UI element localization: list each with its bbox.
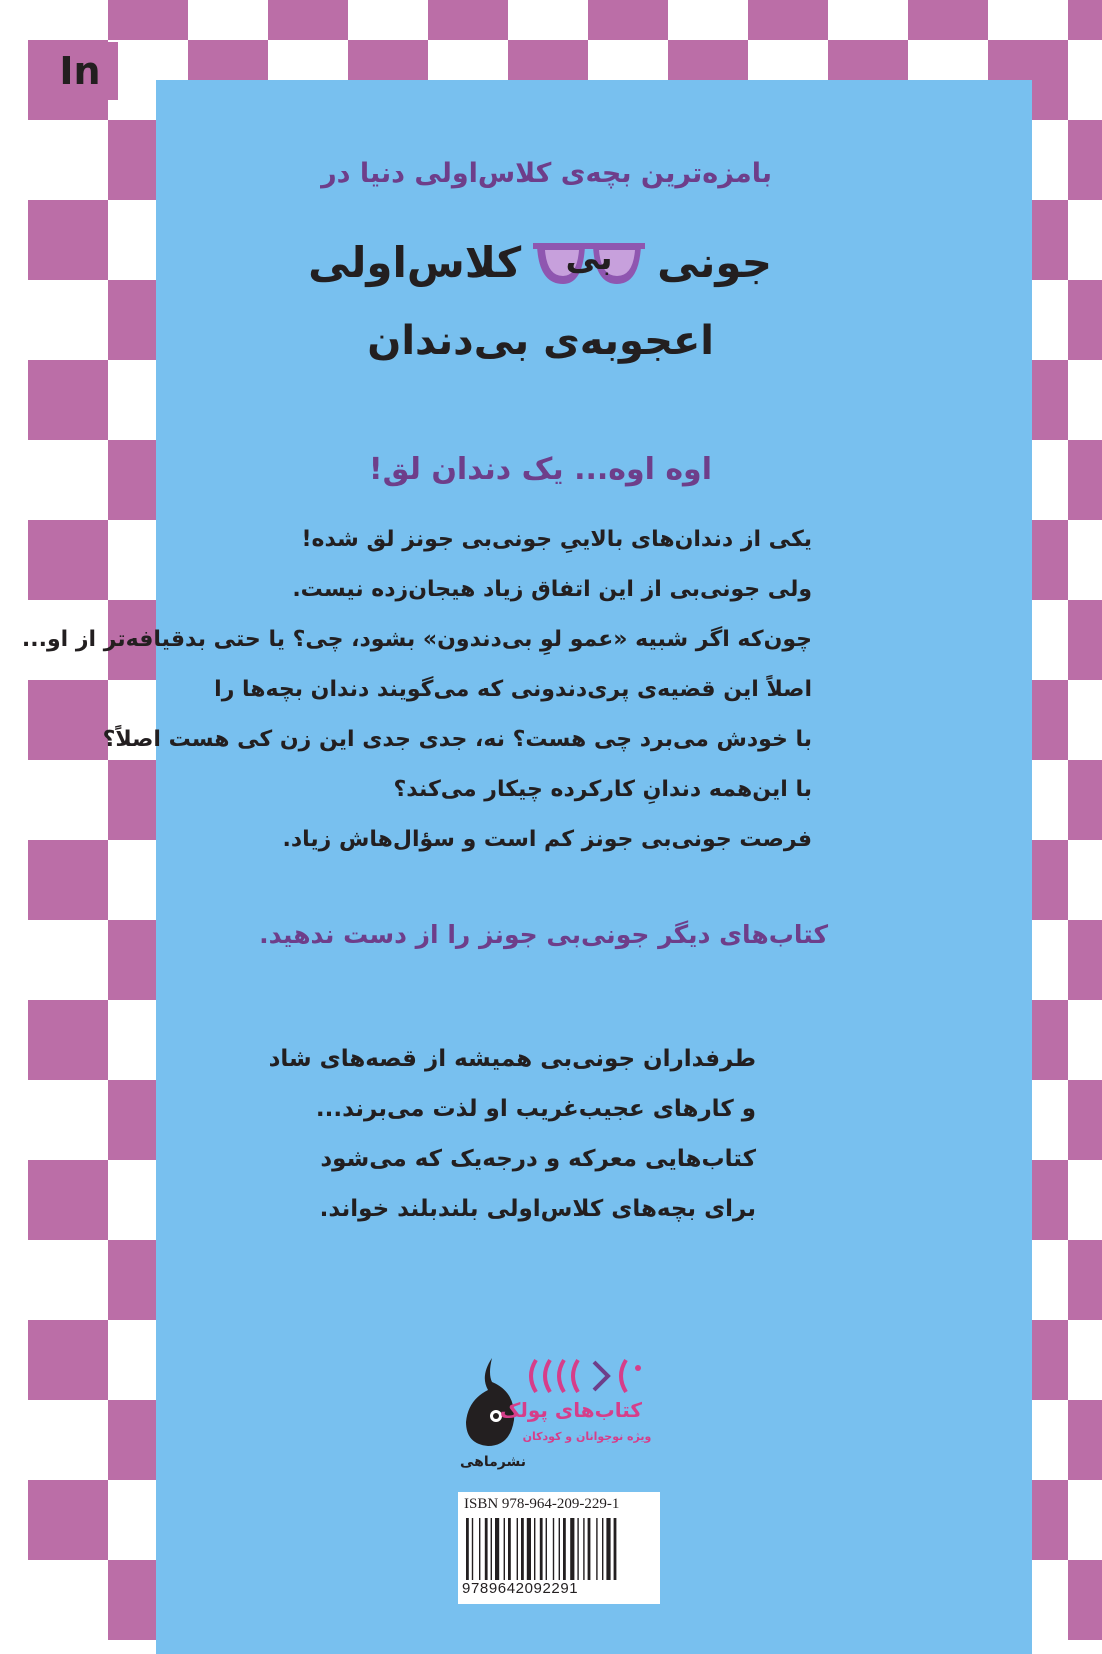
pulak-logo-icon (499, 1354, 662, 1474)
blurb-line: چون‌که اگر شبیه «عمو لوِ بی‌دندون» بشود، چی؟ یا حتی بدقیافه‌تر از او... (21, 627, 812, 652)
barcode-bar (508, 1518, 511, 1580)
checker-square (1068, 920, 1102, 1000)
blurb-line: با این‌همه دندانِ کارکرده چیکار می‌کند؟ (393, 777, 812, 802)
checker-square (748, 0, 828, 40)
checker-square (908, 0, 988, 40)
checker-square (1068, 600, 1102, 680)
fans-line: و کارهای عجیب‌غریب او لذت می‌برند... (315, 1096, 756, 1122)
blurb-paragraph (22, 515, 812, 865)
checker-square (28, 200, 108, 280)
barcode-bar (583, 1518, 584, 1580)
barcode-bar (570, 1518, 574, 1580)
book-title-line2: اعجوبه‌ی بی‌دندان (367, 318, 714, 364)
barcode-bar (534, 1518, 535, 1580)
publisher-logos (458, 1354, 662, 1479)
title-word-bi: بی (565, 238, 613, 278)
barcode-bar (521, 1518, 524, 1580)
title-word-juni: جونی (657, 237, 772, 287)
barcode-bar (614, 1518, 617, 1580)
checker-square (1068, 760, 1102, 840)
checker-square (28, 1160, 108, 1240)
barcode-bar (479, 1518, 480, 1580)
checker-square (108, 0, 188, 40)
checker-square (1068, 0, 1102, 40)
checker-square (28, 1000, 108, 1080)
barcode-bar (517, 1518, 518, 1580)
headline: بامزه‌ترین بچه‌ی کلاس‌اولی دنیا در (321, 158, 772, 189)
checker-square (28, 1480, 108, 1560)
title-word-class: کلاس‌اولی (308, 237, 522, 287)
book-title-line1 (308, 232, 772, 292)
barcode-bar (553, 1518, 554, 1580)
blurb-line: ولی جونی‌بی از این اتفاق زیاد هیجان‌زده نیست. (292, 577, 812, 602)
checker-square (1068, 440, 1102, 520)
barcode-bar (563, 1518, 566, 1580)
barcode-bar (472, 1518, 473, 1580)
checker-square (588, 0, 668, 40)
checker-square (1068, 120, 1102, 200)
checker-square (1068, 1400, 1102, 1480)
checker-square (1068, 1080, 1102, 1160)
checker-square (1068, 1560, 1102, 1640)
mahi-label: نشرماهی (460, 1454, 527, 1470)
isbn-label: ISBN 978-964-209-229-1 (464, 1496, 620, 1512)
barcode-bar (466, 1518, 469, 1580)
checker-square (1068, 1240, 1102, 1320)
blurb-line: اصلاً این قضیه‌ی پری‌دندونی که می‌گویند دندان بچه‌ها را (214, 677, 812, 702)
series-badge: In (42, 42, 118, 100)
checker-square (28, 360, 108, 440)
other-books-notice: کتاب‌های دیگر جونی‌بی جونز را از دست ندهید. (259, 920, 828, 949)
blurb-line: یکی از دندان‌های بالاییِ جونی‌بی جونز لق شده! (301, 527, 812, 552)
fans-line: طرفداران جونی‌بی همیشه از قصه‌های شاد (268, 1046, 756, 1072)
checker-square (1068, 280, 1102, 360)
barcode-bar (495, 1518, 499, 1580)
blurb-heading: اوه اوه... یک دندان لق! (368, 452, 712, 487)
checker-square (28, 1320, 108, 1400)
barcode-digits: 9789642092291 (462, 1580, 579, 1597)
fans-line: برای بچه‌های کلاس‌اولی بلندبلند خواند. (319, 1196, 756, 1222)
blurb-line: با خودش می‌برد چی هست؟ نه، جدی جدی این زن کی هست اصلاً؟ (102, 727, 812, 752)
barcode-bar (559, 1518, 560, 1580)
barcode-bar (602, 1518, 603, 1580)
checker-square (428, 0, 508, 40)
barcode-bar (504, 1518, 505, 1580)
barcode-bar (540, 1518, 543, 1580)
barcode-bar (606, 1518, 610, 1580)
barcode-bar (596, 1518, 597, 1580)
barcode-bar (546, 1518, 547, 1580)
fans-line: کتاب‌هایی معرکه و درجه‌یک که می‌شود (320, 1146, 756, 1172)
isbn-barcode (458, 1492, 660, 1604)
blurb-line: فرصت جونی‌بی جونز کم است و سؤال‌هاش زیاد. (282, 827, 812, 852)
barcode-bar (527, 1518, 531, 1580)
checker-square (268, 0, 348, 40)
barcode-bars (466, 1518, 652, 1580)
barcode-bar (491, 1518, 492, 1580)
pulak-subtitle: ویژه نوجوانان و کودکان (522, 1430, 652, 1443)
fans-paragraph (269, 1034, 756, 1234)
glasses-icon (529, 232, 649, 292)
barcode-bar (577, 1518, 578, 1580)
pulak-name: کتاب‌های پولک (499, 1398, 642, 1422)
barcode-bar (588, 1518, 591, 1580)
barcode-bar (485, 1518, 488, 1580)
